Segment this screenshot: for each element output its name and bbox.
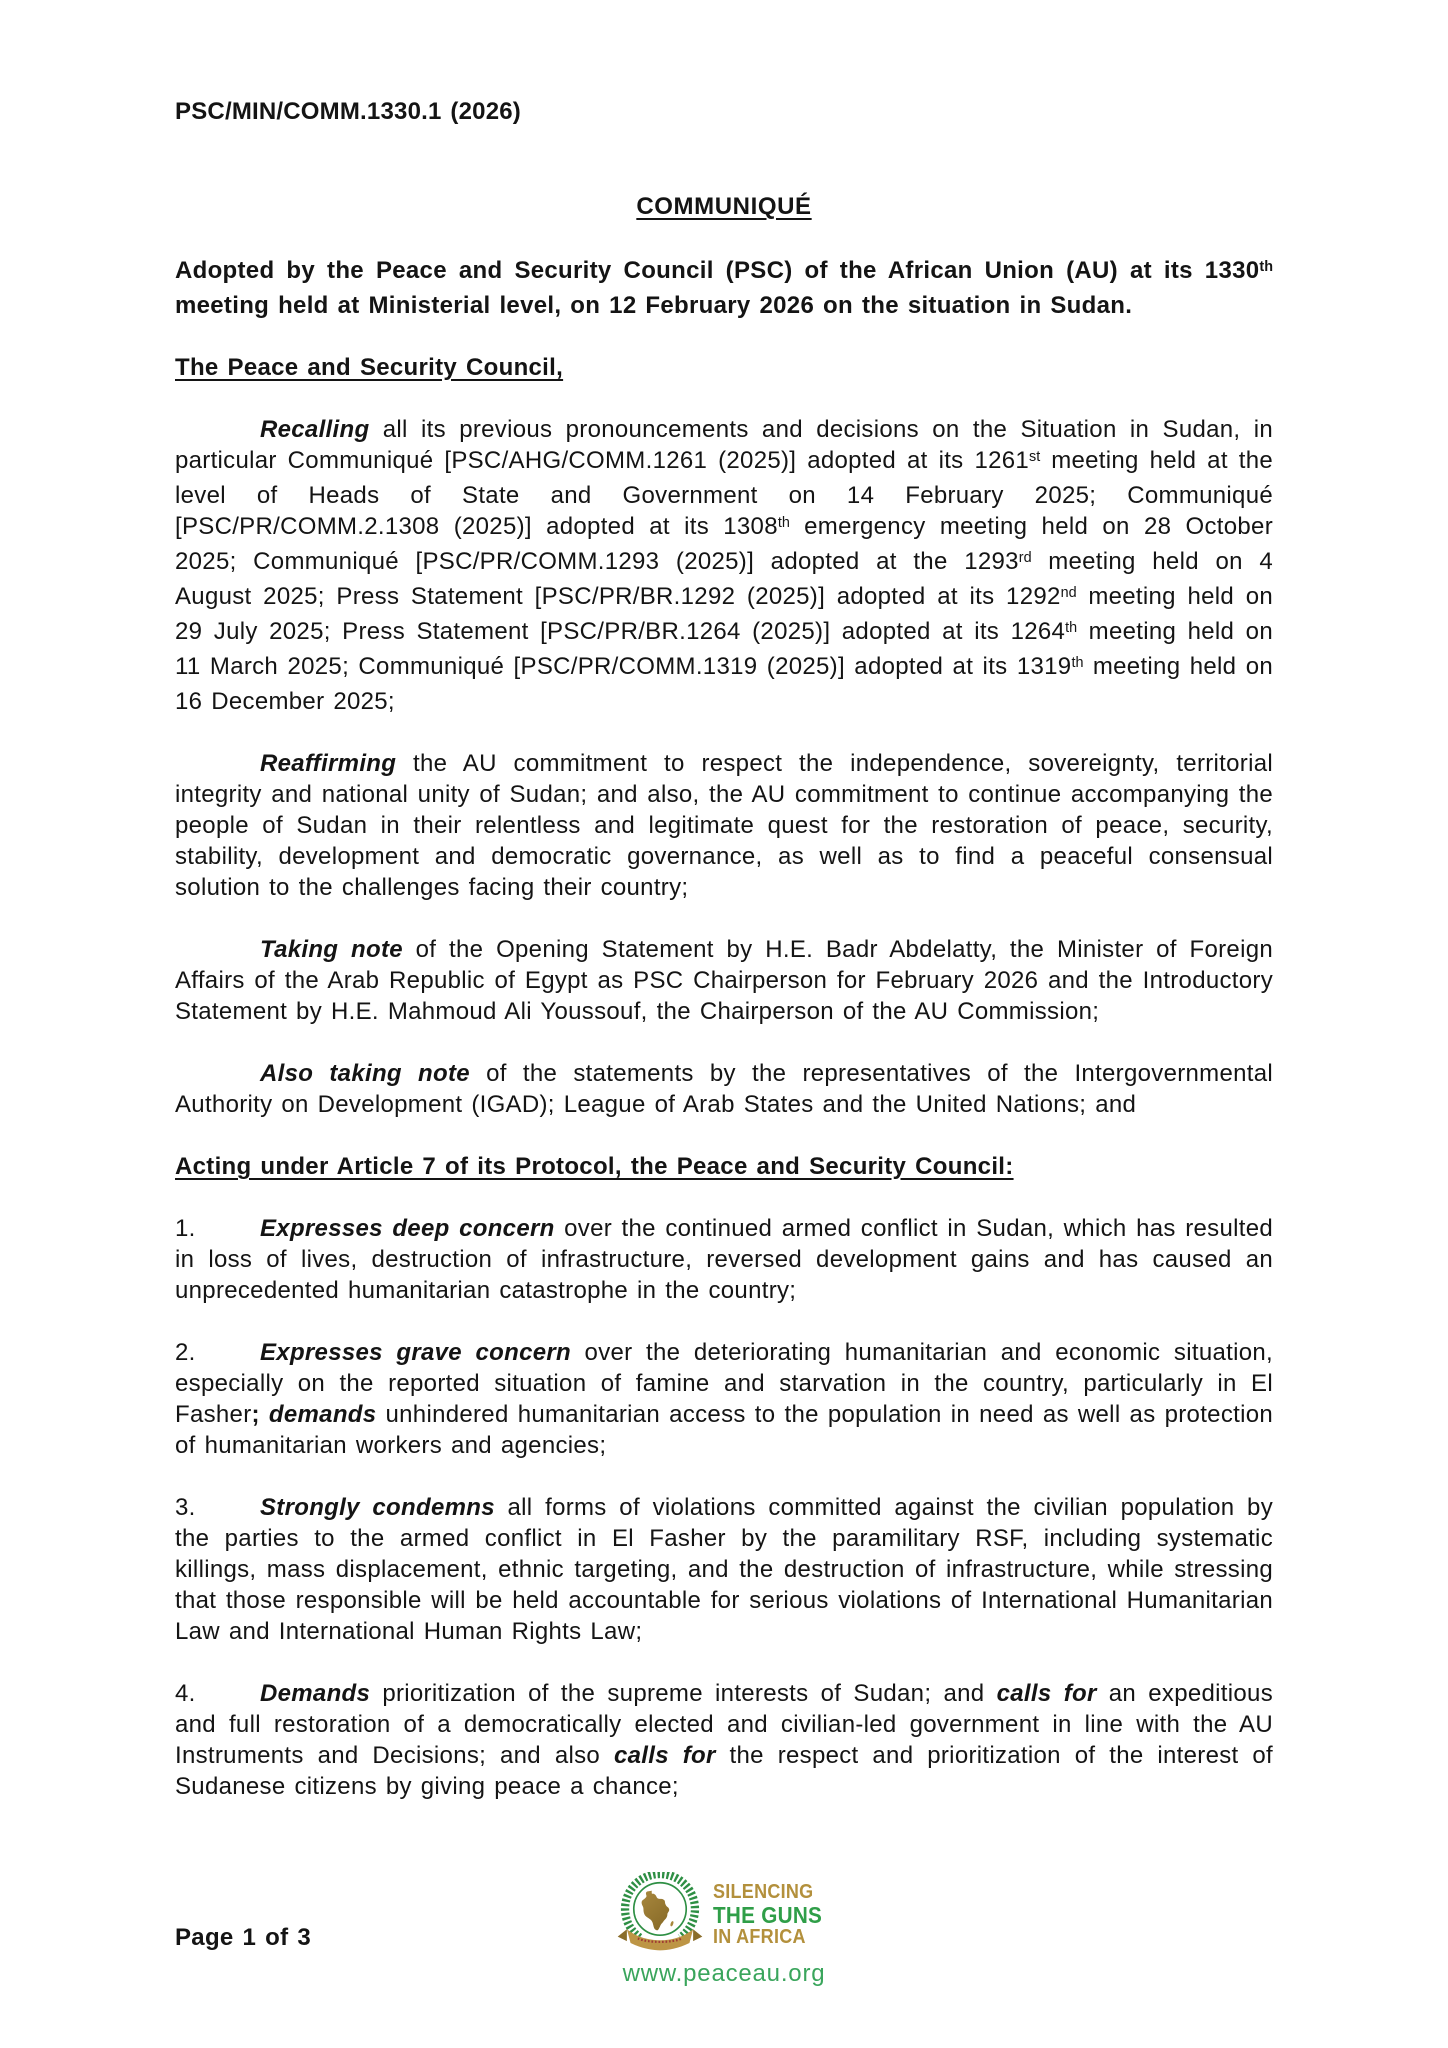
- au-emblem-icon: [614, 1872, 706, 1957]
- item-number: 2.: [175, 1339, 196, 1366]
- paragraph-reaffirming: Reaffirming the AU commitment to respect the independence, sovereignty, territorial integrity and national unity of Sudan; and also, the AU commitment to continue accompanying the people of Sudan in their relentless and legitimate quest for the restoration of peace, security, stability, development and democratic governance, as well as to find a peaceful consensual solution to the challenges facing their country;: [175, 750, 1273, 901]
- item-text: Demands prioritization of the supreme interests of Sudan; and calls for an expeditious and full restoration of a democratically elected and civilian-led government in line with the AU Instruments and Decisions; and also calls for the respect and prioritization of the interest of Sudanese citizens by giving peace a chance;: [175, 1680, 1274, 1800]
- item-text: Strongly condemns all forms of violations committed against the civilian population by the parties to the armed conflict in El Fasher by the paramilitary RSF, including systematic killings, mass displacement, ethnic targeting, and the destruction of infrastructure, while stressing that those responsible will be held accountable for serious violations of International Humanitarian Law and International Human Rights Law;: [175, 1494, 1273, 1645]
- numbered-item-1: [175, 1213, 1273, 1306]
- ribbon-end-right: [693, 1929, 702, 1941]
- adoption-statement: Adopted by the Peace and Security Council (PSC) of the African Union (AU) at its 1330th meeting held at Ministerial level, on 12 February 2026 on the situation in Sudan.: [175, 257, 1273, 319]
- paragraph-recalling: Recalling all its previous pronouncements and decisions on the Situation in Sudan, in particular Communiqué [PSC/AHG/COMM.1261 (2025)] adopted at its 1261st meeting held at the level of Heads of State and Government on 14 February 2025; Communiqué [PSC/PR/COMM.2.1308 (2025)] adopted at its 1308th emergency meeting held on 28 October 2025; Communiqué [PSC/PR/COMM.1293 (2025)] adopted at the 1293rd meeting held on 4 August 2025; Press Statement [PSC/PR/BR.1292 (2025)] adopted at its 1292nd meeting held on 29 July 2025; Press Statement [PSC/PR/BR.1264 (2025)] adopted at its 1264th meeting held on 11 March 2025; Communiqué [PSC/PR/COMM.1319 (2025)] adopted at its 1319th meeting held on 16 December 2025;: [175, 416, 1274, 715]
- item-number: 3.: [175, 1494, 196, 1521]
- numbered-item-3: [175, 1492, 1273, 1647]
- item-text: Expresses grave concern over the deteriorating humanitarian and economic situation, especially on the reported situation of famine and starvation in the country, particularly in El Fasher; demands unhindered humanitarian access to the population in need as well as protection of humanitarian workers and agencies;: [175, 1339, 1274, 1459]
- silencing-guns-logo: [594, 1872, 854, 1988]
- item-number: 1.: [175, 1215, 196, 1242]
- paragraph-taking-note: Taking note of the Opening Statement by H.E. Badr Abdelatty, the Minister of Foreign Affairs of the Arab Republic of Egypt as PSC Chairperson for February 2026 and the Introductory Statement by H.E. Mahmoud Ali Youssouf, the Chairperson of the AU Commission;: [175, 936, 1273, 1025]
- logo-line-in-africa: IN AFRICA: [712, 1925, 806, 1948]
- paragraph-also-taking-note: Also taking note of the statements by the representatives of the Intergovernmental Authority on Development (IGAD); League of Arab States and the United Nations; and: [175, 1060, 1273, 1118]
- logo-url: www.peaceau.org: [622, 1960, 826, 1987]
- logo-line-silencing: SILENCING: [712, 1880, 814, 1903]
- section-heading-acting: Acting under Article 7 of its Protocol, the Peace and Security Council:: [175, 1153, 1014, 1180]
- logo-line-the-guns: THE GUNS: [712, 1901, 822, 1928]
- logo-text: [713, 1882, 822, 1948]
- document-reference: PSC/MIN/COMM.1330.1 (2026): [175, 98, 521, 125]
- section-heading-council: The Peace and Security Council,: [175, 354, 564, 381]
- item-text: Expresses deep concern over the continued armed conflict in Sudan, which has resulted in loss of lives, destruction of infrastructure, reversed development gains and has caused an unprecedented humanitarian catastrophe in the country;: [175, 1215, 1273, 1304]
- item-number: 4.: [175, 1680, 196, 1707]
- logo-row: [594, 1872, 854, 1957]
- document-title: COMMUNIQUÉ: [636, 193, 812, 220]
- page-number: Page 1 of 3: [175, 1924, 312, 1951]
- ribbon-end-left: [618, 1929, 627, 1941]
- numbered-item-2: [175, 1337, 1273, 1461]
- document-content: [175, 96, 1273, 1833]
- numbered-item-4: [175, 1678, 1273, 1802]
